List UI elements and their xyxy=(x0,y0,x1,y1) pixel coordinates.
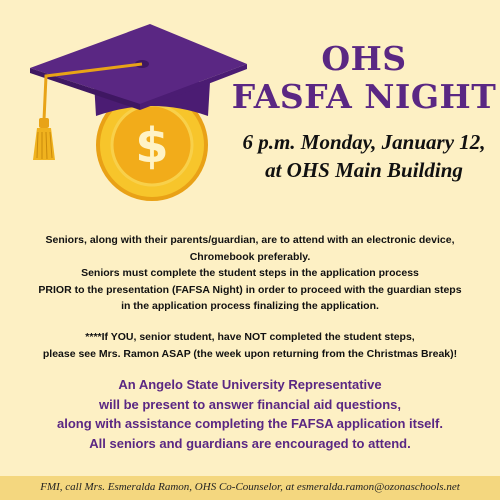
body-line: Seniors must complete the student steps in the application process xyxy=(81,267,419,279)
graduation-cap-coin-graphic xyxy=(22,20,252,205)
notice-line: All seniors and guardians are encouraged to attend. xyxy=(89,435,411,451)
title-line-2: FASFA NIGHT xyxy=(231,77,497,116)
notice-line: will be present to answer financial aid questions, xyxy=(99,396,401,412)
warning-paragraph xyxy=(0,329,500,362)
notice-line: along with assistance completing the FAFSA application itself. xyxy=(57,416,443,431)
warning-line: ****If YOU, senior student, have NOT completed the student steps, xyxy=(85,331,415,343)
warning-line: please see Mrs. Ramon ASAP (the week upon returning from the Christmas Break)! xyxy=(42,347,458,360)
representative-notice xyxy=(0,375,500,453)
event-location: at OHS Main Building xyxy=(265,158,463,182)
footer-contact-bar xyxy=(0,476,500,500)
dollar-sign: $ xyxy=(135,118,169,174)
body-line: Seniors, along with their parents/guardian, are to attend with an electronic device, xyxy=(45,234,455,246)
notice-line: An Angelo State University Representative xyxy=(118,377,382,392)
headline xyxy=(228,40,500,184)
body-line: in the application process finalizing the application. xyxy=(121,300,379,312)
title-line-1: OHS xyxy=(321,39,407,78)
footer-contact-text: FMI, call Mrs. Esmeralda Ramon, OHS Co-Counselor, at esmeralda.ramon@ozonaschools.net xyxy=(40,481,460,493)
event-date-time: 6 p.m. Monday, January 12, xyxy=(242,130,486,154)
body-line: PRIOR to the presentation (FAFSA Night) in order to proceed with the guardian steps xyxy=(38,283,462,296)
body-line: Chromebook preferably. xyxy=(189,250,311,263)
instructions-paragraph xyxy=(0,232,500,315)
